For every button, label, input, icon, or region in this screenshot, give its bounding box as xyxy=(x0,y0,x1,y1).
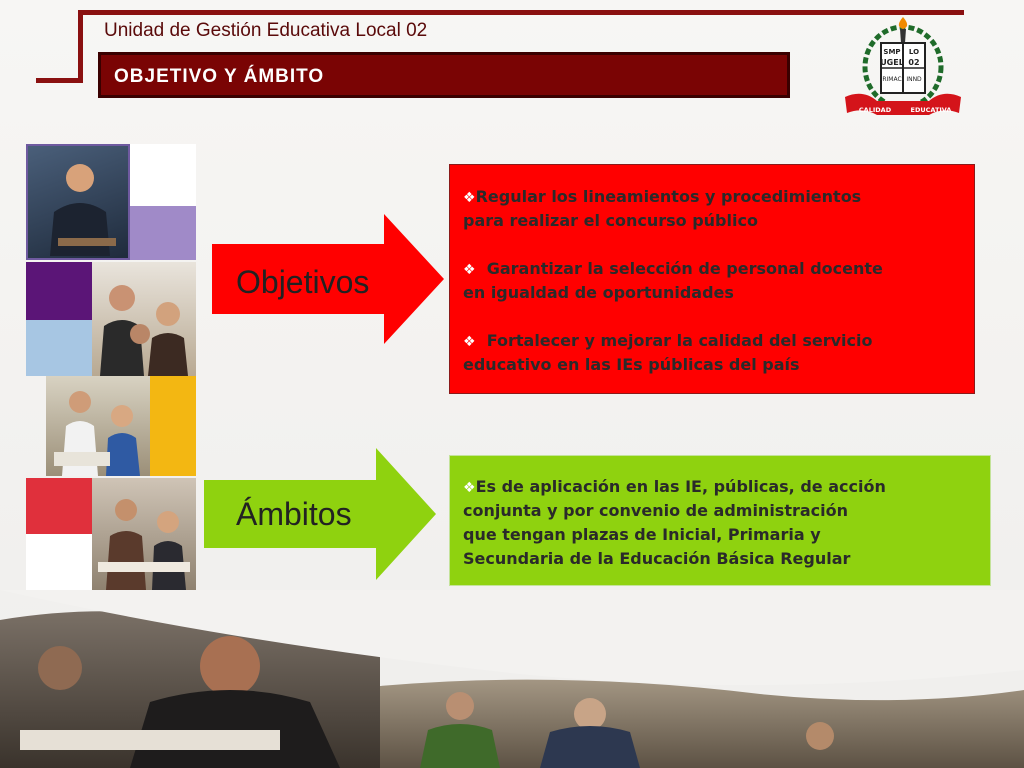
bullet-diamond-icon: ❖ xyxy=(463,334,476,350)
logo-text-top-left: SMP xyxy=(883,48,901,56)
logo-ribbon-left: CALIDAD xyxy=(858,106,892,114)
tile-light-blue xyxy=(26,320,92,376)
tile-lavender xyxy=(130,206,196,260)
ambitos-line-2: conjunta y por convenio de administración xyxy=(463,501,849,520)
bullet-diamond-icon: ❖ xyxy=(463,480,476,496)
logo-text-bottom-right: INND xyxy=(906,76,922,83)
objetivos-line-4: en igualdad de oportunidades xyxy=(463,283,734,302)
objetivos-line-5: ❖ Fortalecer y mejorar la calidad del servicio xyxy=(463,331,873,350)
ambitos-label: Ámbitos xyxy=(236,496,352,532)
tile-white-lower xyxy=(26,534,92,590)
objetivos-line-2: para realizar el concurso público xyxy=(463,211,758,230)
logo-text-top-right: LO xyxy=(908,48,920,56)
objetivos-label: Objetivos xyxy=(236,264,370,300)
tile-yellow xyxy=(150,376,196,476)
photo-presenter xyxy=(26,144,130,260)
ambitos-line-1: ❖Es de aplicación en las IE, públicas, de acción xyxy=(463,477,886,496)
bullet-diamond-icon: ❖ xyxy=(463,190,476,206)
ambitos-line-4: Secundaria de la Educación Básica Regular xyxy=(463,549,851,568)
bullet-diamond-icon: ❖ xyxy=(463,262,476,278)
photo-computer-class xyxy=(46,376,150,476)
logo-ribbon-right: EDUCATIVA xyxy=(910,106,952,114)
logo-text-mid-right: 02 xyxy=(908,58,920,67)
objetivos-line-1: ❖Regular los lineamientos y procedimientos xyxy=(463,187,862,206)
photo-exam-students xyxy=(92,478,196,590)
photo-mosaic xyxy=(26,144,196,590)
objetivos-line-6: educativo en las IEs públicas del país xyxy=(463,355,800,374)
photo-students-group xyxy=(92,262,196,376)
ugel-logo xyxy=(843,15,963,125)
frame-corner-line xyxy=(36,78,83,83)
logo-text-mid-left: UGEL xyxy=(880,58,904,67)
tile-purple xyxy=(26,262,92,320)
bottom-classroom-photo xyxy=(0,590,1024,768)
frame-top-line xyxy=(78,10,964,15)
logo-text-bottom-left: RIMAC xyxy=(882,76,902,83)
frame-left-line xyxy=(78,10,83,82)
organization-name: Unidad de Gestión Educativa Local 02 xyxy=(104,20,428,41)
tile-red xyxy=(26,478,92,534)
objetivos-line-3: ❖ Garantizar la selección de personal docente xyxy=(463,259,883,278)
ambitos-line-3: que tengan plazas de Inicial, Primaria y xyxy=(463,525,821,544)
tile-white xyxy=(130,144,196,206)
slide-title: OBJETIVO Y ÁMBITO xyxy=(98,52,790,98)
